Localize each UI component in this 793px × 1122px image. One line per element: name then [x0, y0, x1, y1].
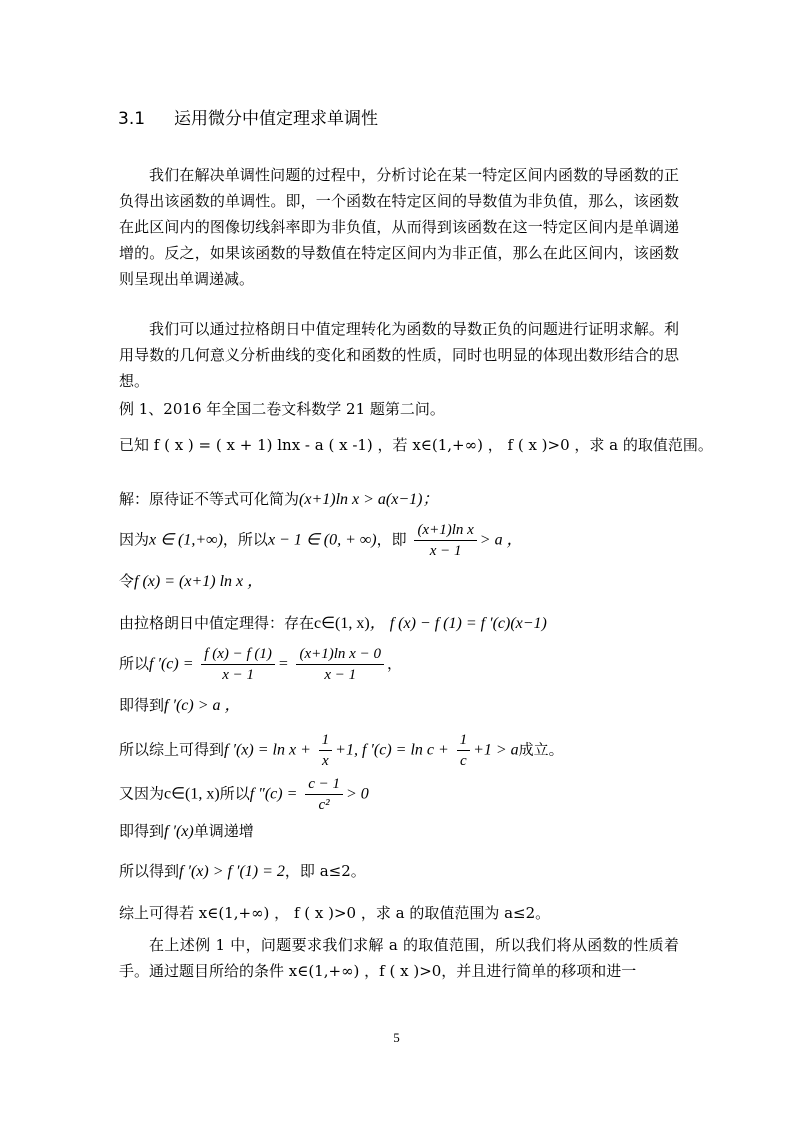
example-statement: 已知 f ( x ) = ( x + 1) lnx - a ( x -1) ，若 x∈(1,+∞) ， f ( x )>0 ，求 a 的取值范围。 [119, 436, 713, 454]
paragraph-lagrange-method: 我们可以通过拉格朗日中值定理转化为函数的导数正负的问题进行证明求解。利用导数的几何意义分析曲线的变化和函数的性质，同时也明显的体现出数形结合的思想。 [119, 320, 679, 390]
solution-step-7: 所以综上可得到f ′(x) = ln x + $\frac{1}{x}$ +1, f ′(c) = ln c + $\frac{1}{c}$ +1 > a成立。 [119, 732, 564, 769]
solution-step-1: 解：原待证不等式可化简为(x+1)ln x > a(x−1)； [119, 490, 439, 508]
page-number: 5 [393, 1030, 400, 1045]
fraction: $\frac{\text{(x+1)ln x}}{x - 1}$ [414, 520, 476, 561]
section-heading [118, 104, 378, 129]
solution-step-9: 即得到f ′(x)单调递增 [119, 822, 254, 840]
solution-step-3: 令f (x) = (x+1) ln x ， [119, 572, 264, 590]
fraction: $\frac{f (x) - f (1)}{x - 1}$ [201, 644, 275, 685]
fraction: $\frac{1}{c}$ [457, 730, 471, 771]
fraction: $\frac{c - 1}{\text{c²}}$ [305, 774, 343, 815]
fraction: $\frac{\text{(x+1)ln x − 0}}{x - 1}$ [296, 644, 383, 685]
paragraph-example-analysis: 在上述例 1 中，问题要求我们求解 a 的取值范围，所以我们将从函数的性质着手。通过题目所给的条件 x∈(1,+∞) ，f ( x )>0，并且进行简单的移项和进一 [119, 936, 679, 980]
solution-step-4: 由拉格朗日中值定理得：存在c∈(1, x)， f (x) − f (1) = f ′(c)(x−1) [119, 614, 547, 632]
fraction: $\frac{1}{x}$ [319, 730, 333, 771]
solution-step-6: 即得到f ′(c) > a ， [119, 696, 241, 714]
solution-step-2: 因为x ∈ (1,+∞)，所以x − 1 ∈ (0, + ∞)，即 $\frac{\text{(x+1)ln x}}{x - 1}$ > a ， [119, 522, 523, 559]
solution-step-10: 所以得到f ′(x) > f ′(1) = 2，即 a≤2。 [119, 862, 366, 880]
section-number: 3.1 [118, 109, 146, 129]
example-title: 例 1、2016 年全国二卷文科数学 21 题第二问。 [119, 400, 445, 418]
solution-conclusion: 综上可得若 x∈(1,+∞) ， f ( x )>0 ，求 a 的取值范围为 a≤2。 [119, 904, 551, 922]
solution-step-5: 所以f ′(c) = $\frac{f (x) - f (1)}{x - 1}$ = $\frac{\text{(x+1)ln x − 0}}{x - 1}$ ， [119, 646, 402, 683]
paragraph-monotonicity-intro: 我们在解决单调性问题的过程中，分析讨论在某一特定区间内函数的导函数的正负得出该函数的单调性。即，一个函数在特定区间的导数值为非负值，那么，该函数在此区间内的图像切线斜率即为非负值，从而得到该函数在这一特定区间内是单调递增的。反之，如果该函数的导数值在特定区间内为非正值，那么在此区间内，该函数则呈现出单调递减。 [119, 166, 679, 288]
solution-step-8: 又因为c∈(1, x)所以f ″(c) = $\frac{c - 1}{\text{c²}}$ > 0 [119, 776, 369, 813]
section-title: 运用微分中值定理求单调性 [174, 109, 378, 129]
